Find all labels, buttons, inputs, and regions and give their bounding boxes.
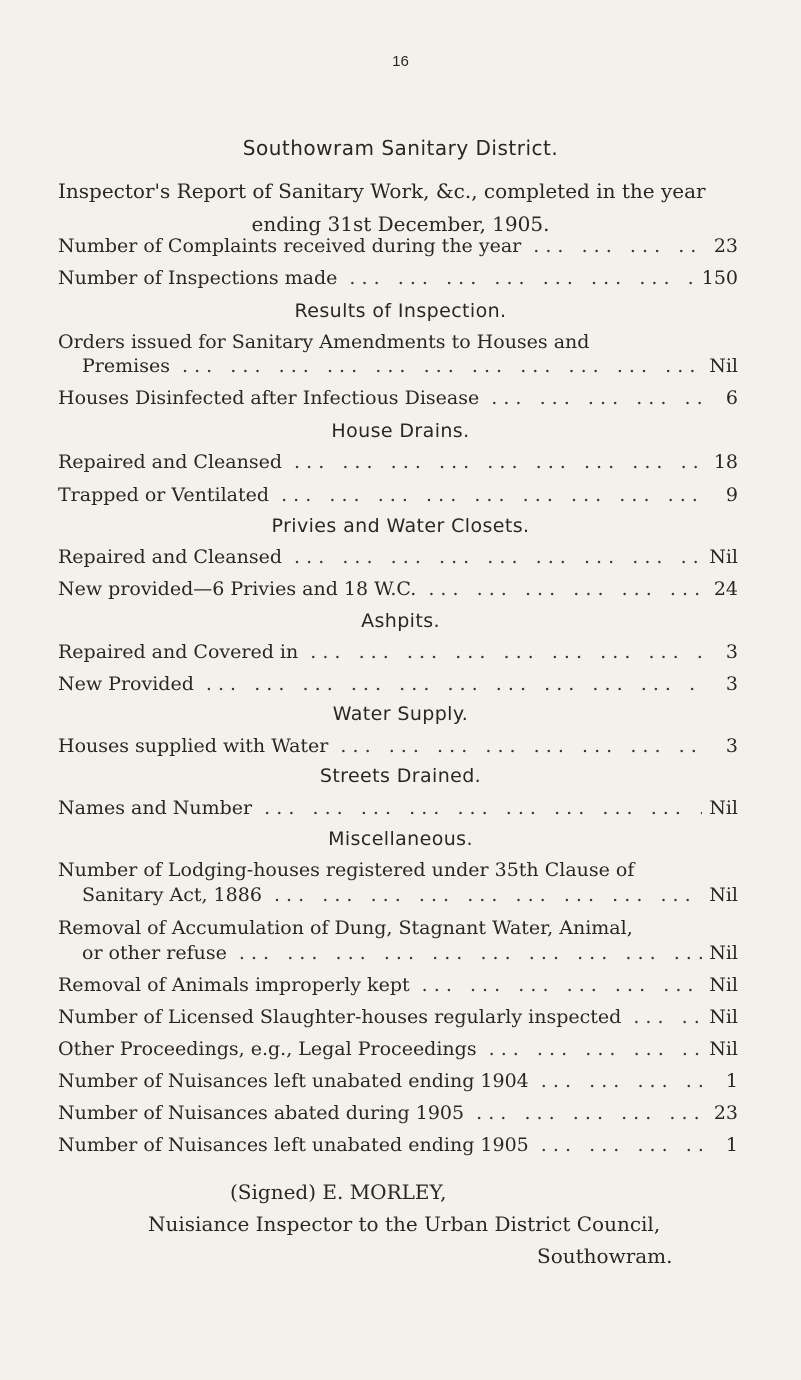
row-label: Trapped or Ventilated (58, 484, 270, 506)
section-heading-streets: Streets Drained. (319, 765, 482, 787)
drains-row (58, 446, 738, 478)
water-row (58, 730, 738, 762)
row-label: Number of Licensed Slaughter-houses regularly inspected (58, 1006, 622, 1028)
row-value: 1 (725, 1070, 738, 1092)
row-value: 3 (725, 673, 738, 695)
orders-row (82, 350, 738, 382)
report-intro-line-2: ending 31st December, 1905. (251, 212, 550, 236)
row-label: Houses Disinfected after Infectious Disease (58, 387, 480, 409)
row-value: Nil (709, 355, 738, 377)
misc-row (58, 1065, 738, 1097)
row-value: 3 (725, 641, 738, 663)
row-label: Names and Number (58, 797, 253, 819)
refuse-line-1: Removal of Accumulation of Dung, Stagnant Water, Animal, (58, 917, 633, 939)
signature-place: Southowram. (537, 1244, 673, 1268)
disinfected-row (58, 382, 738, 414)
inspections-row (58, 262, 738, 294)
document-title: Southowram Sanitary District. (242, 136, 559, 160)
row-value: 1 (725, 1134, 738, 1156)
section-heading-ashpits: Ashpits. (361, 610, 440, 632)
row-label: Number of Nuisances left unabated ending 1904 (58, 1070, 529, 1092)
row-label: Repaired and Cleansed (58, 546, 282, 568)
row-label: Number of Nuisances abated during 1905 (58, 1102, 465, 1124)
orders-line-1: Orders issued for Sanitary Amendments to Houses and (58, 331, 590, 353)
row-label: Number of Nuisances left unabated ending 1905 (58, 1134, 529, 1156)
ashpits-row (58, 668, 738, 700)
misc-row (58, 1033, 738, 1065)
complaints-row (58, 230, 738, 262)
row-label: Number of Complaints received during the year (58, 235, 522, 257)
row-value: Nil (709, 1038, 738, 1060)
signature-title: Nuisiance Inspector to the Urban District Council, (148, 1212, 661, 1236)
report-intro-line-1: Inspector's Report of Sanitary Work, &c., completed in the year (58, 179, 706, 203)
row-label: Removal of Animals improperly kept (58, 974, 410, 996)
row-label: or other refuse (82, 942, 227, 964)
row-value: Nil (709, 1006, 738, 1028)
row-value: Nil (709, 884, 738, 906)
misc-row (58, 1129, 738, 1161)
lodging-row (82, 879, 738, 911)
row-label: Repaired and Cleansed (58, 451, 282, 473)
row-label: Sanitary Act, 1886 (82, 884, 262, 906)
row-label: New provided—6 Privies and 18 W.C. (58, 578, 417, 600)
row-label: Houses supplied with Water (58, 735, 329, 757)
row-value: 150 (701, 267, 738, 289)
row-value: 3 (725, 735, 738, 757)
row-value: 23 (713, 1102, 738, 1124)
ashpits-row (58, 636, 738, 668)
misc-row (58, 1001, 738, 1033)
row-label: Premises (82, 355, 170, 377)
row-value: 9 (725, 484, 738, 506)
signature-name: (Signed) E. MORLEY, (230, 1180, 447, 1204)
section-heading-results: Results of Inspection. (294, 300, 507, 322)
page-number: 16 (392, 53, 409, 70)
privies-row (58, 541, 738, 573)
refuse-row (82, 937, 738, 969)
lodging-line-1: Number of Lodging-houses registered under 35th Clause of (58, 859, 635, 881)
row-label: Repaired and Covered in (58, 641, 299, 663)
streets-row (58, 792, 738, 824)
misc-row (58, 969, 738, 1001)
row-value: Nil (709, 974, 738, 996)
privies-row (58, 573, 738, 605)
section-heading-water: Water Supply. (332, 703, 469, 725)
row-value: 23 (713, 235, 738, 257)
row-value: 24 (713, 578, 738, 600)
misc-row (58, 1097, 738, 1129)
row-label: Other Proceedings, e.g., Legal Proceedings (58, 1038, 477, 1060)
row-value: Nil (709, 797, 738, 819)
row-label: New Provided (58, 673, 194, 695)
row-value: 18 (713, 451, 738, 473)
row-label: Number of Inspections made (58, 267, 338, 289)
section-heading-privies: Privies and Water Closets. (271, 515, 530, 537)
section-heading-drains: House Drains. (331, 420, 470, 442)
drains-row (58, 479, 738, 511)
row-value: 6 (725, 387, 738, 409)
row-value: Nil (709, 942, 738, 964)
row-value: Nil (709, 546, 738, 568)
section-heading-misc: Miscellaneous. (328, 828, 473, 850)
